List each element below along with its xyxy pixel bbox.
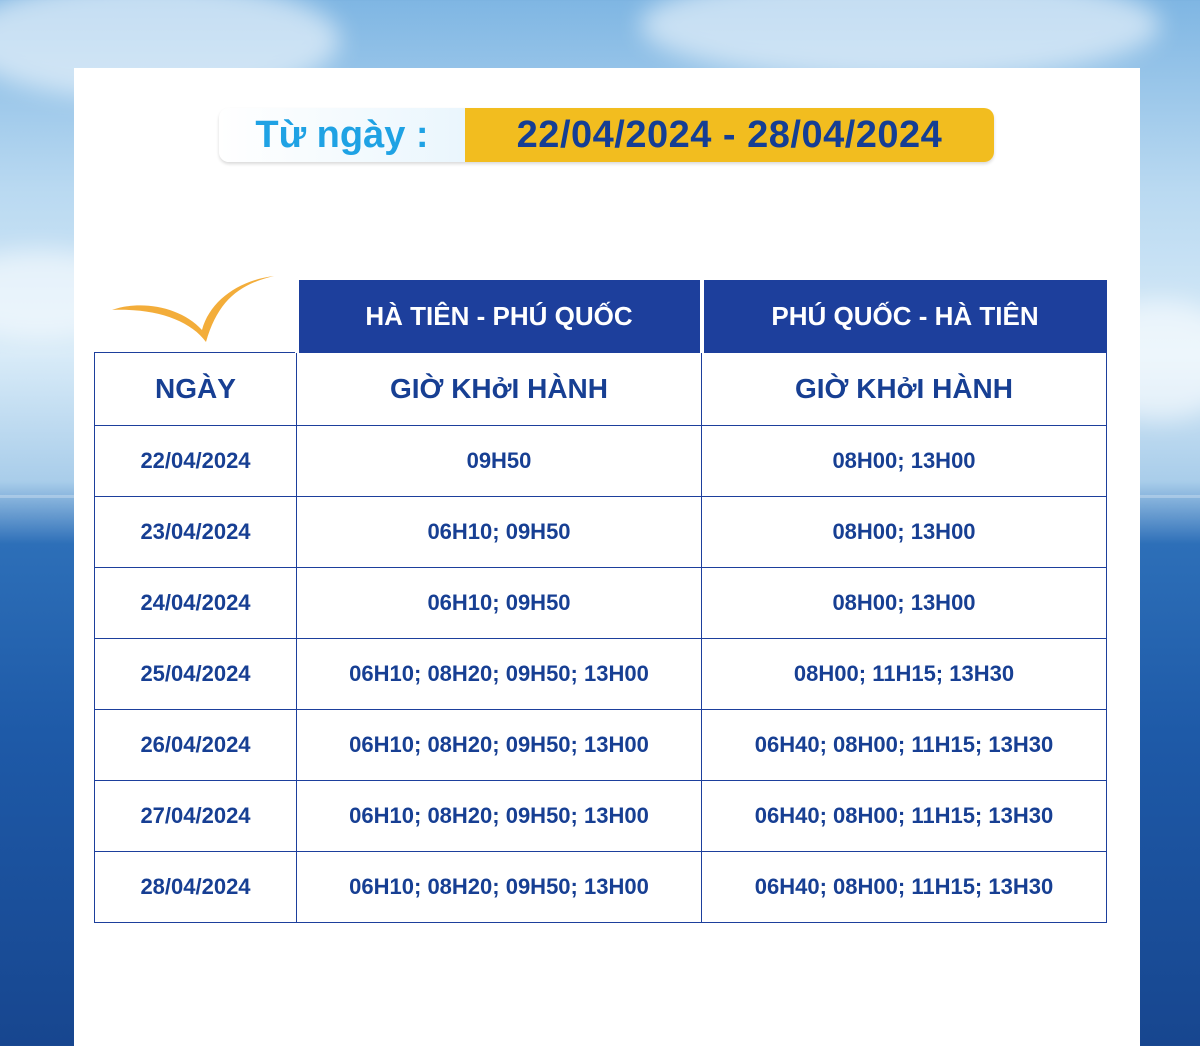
route-header-row [95, 280, 1107, 353]
logo-cell [95, 280, 297, 353]
date-cell: 24/04/2024 [95, 568, 297, 639]
table-row [95, 781, 1107, 852]
table-row [95, 426, 1107, 497]
date-range-banner [219, 108, 994, 162]
route-phu-quoc-ha-tien: PHÚ QUỐC - HÀ TIÊN [702, 280, 1107, 353]
date-cell: 25/04/2024 [95, 639, 297, 710]
departure-times-pq-ht: 06H40; 08H00; 11H15; 13H30 [702, 781, 1107, 852]
date-cell: 27/04/2024 [95, 781, 297, 852]
departure-times-ht-pq: 06H10; 08H20; 09H50; 13H00 [297, 710, 702, 781]
table-row [95, 852, 1107, 923]
departure-times-pq-ht: 06H40; 08H00; 11H15; 13H30 [702, 852, 1107, 923]
ferry-schedule-table [94, 280, 1107, 923]
table-row [95, 639, 1107, 710]
table-row [95, 568, 1107, 639]
departure-times-pq-ht: 08H00; 13H00 [702, 568, 1107, 639]
departure-times-ht-pq: 06H10; 09H50 [297, 497, 702, 568]
departure-times-pq-ht: 08H00; 13H00 [702, 497, 1107, 568]
date-range-value: 22/04/2024 - 28/04/2024 [465, 108, 994, 162]
departure-times-ht-pq: 09H50 [297, 426, 702, 497]
table-row [95, 710, 1107, 781]
date-cell: 22/04/2024 [95, 426, 297, 497]
departure-times-ht-pq: 06H10; 08H20; 09H50; 13H00 [297, 852, 702, 923]
column-header-date: NGÀY [95, 353, 297, 426]
date-cell: 26/04/2024 [95, 710, 297, 781]
column-header-row [95, 353, 1107, 426]
from-date-label: Từ ngày : [219, 108, 465, 162]
column-header-departure-ht-pq: GIỜ KHởI HÀNH [297, 353, 702, 426]
date-cell: 28/04/2024 [95, 852, 297, 923]
departure-times-pq-ht: 08H00; 11H15; 13H30 [702, 639, 1107, 710]
table-row [95, 497, 1107, 568]
departure-times-ht-pq: 06H10; 09H50 [297, 568, 702, 639]
date-cell: 23/04/2024 [95, 497, 297, 568]
departure-times-pq-ht: 06H40; 08H00; 11H15; 13H30 [702, 710, 1107, 781]
route-ha-tien-phu-quoc: HÀ TIÊN - PHÚ QUỐC [297, 280, 702, 353]
column-header-departure-pq-ht: GIỜ KHởI HÀNH [702, 353, 1107, 426]
departure-times-ht-pq: 06H10; 08H20; 09H50; 13H00 [297, 639, 702, 710]
departure-times-ht-pq: 06H10; 08H20; 09H50; 13H00 [297, 781, 702, 852]
departure-times-pq-ht: 08H00; 13H00 [702, 426, 1107, 497]
